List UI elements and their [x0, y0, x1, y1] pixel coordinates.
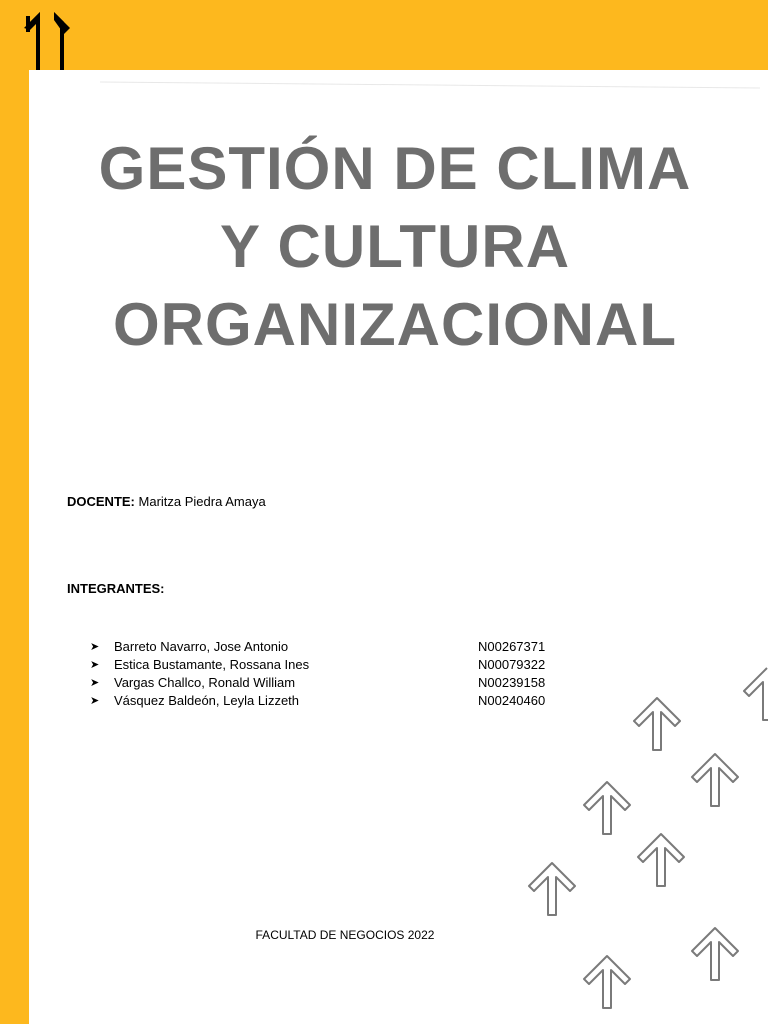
up-arrow-icon [630, 694, 684, 754]
docente-label: DOCENTE: [67, 494, 135, 509]
up-arrow-icon [580, 778, 634, 838]
logo-icon [22, 8, 82, 74]
document-title [60, 130, 730, 364]
member-code: N00079322 [478, 657, 546, 672]
up-arrow-icon [580, 952, 634, 1012]
docente-name: Maritza Piedra Amaya [138, 494, 266, 509]
bullet-icon: ➤ [90, 677, 100, 689]
list-item [90, 674, 570, 692]
title-line-2: Y CULTURA [219, 213, 571, 280]
list-item [90, 692, 570, 710]
member-code: N00267371 [478, 639, 546, 654]
title-line-3: ORGANIZACIONAL [113, 291, 677, 358]
member-name: Barreto Navarro, Jose Antonio [114, 639, 289, 654]
up-arrow-icon [688, 924, 742, 984]
list-item [90, 656, 570, 674]
member-name: Vargas Challco, Ronald William [114, 675, 296, 690]
footer-faculty: FACULTAD DE NEGOCIOS 2022 [255, 928, 435, 942]
docente-line [67, 494, 266, 509]
up-arrow-icon [688, 750, 742, 810]
bullet-icon: ➤ [90, 695, 100, 707]
left-accent-bar [0, 0, 29, 1024]
members-list [90, 638, 570, 710]
up-arrow-icon [740, 664, 768, 724]
member-code: N00240460 [478, 693, 546, 708]
bullet-icon: ➤ [90, 641, 100, 653]
list-item [90, 638, 570, 656]
bullet-icon: ➤ [90, 659, 100, 671]
top-accent-bar [0, 0, 768, 70]
integrantes-label: INTEGRANTES: [67, 581, 165, 596]
up-arrow-icon [634, 830, 688, 890]
member-name: Vásquez Baldeón, Leyla Lizzeth [114, 693, 300, 708]
title-line-1: GESTIÓN DE CLIMA [98, 135, 692, 202]
member-code: N00239158 [478, 675, 546, 690]
up-arrow-icon [525, 858, 579, 920]
member-name: Estica Bustamante, Rossana Ines [114, 657, 310, 672]
decorative-line [100, 78, 768, 94]
